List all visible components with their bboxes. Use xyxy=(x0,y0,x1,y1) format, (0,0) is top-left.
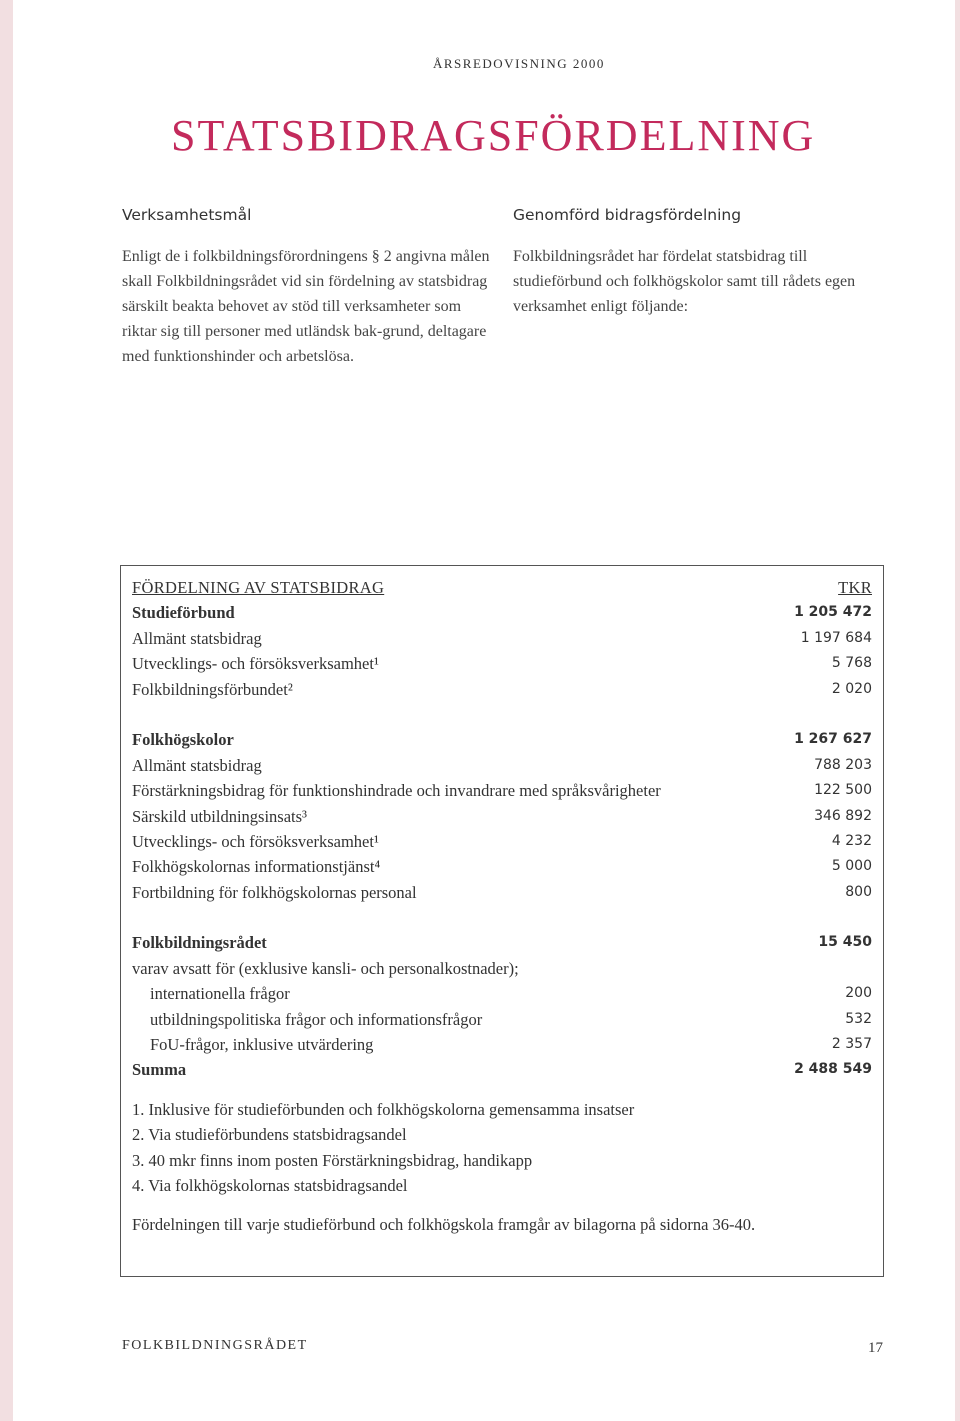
page xyxy=(13,0,955,1421)
row-value: 5 000 xyxy=(831,858,872,875)
row-value: 200 xyxy=(845,985,872,1002)
group-row-folkbildningsradet xyxy=(132,930,872,955)
row-label: Förstärkningsbidrag för funktionshindrade och invandrare med språksvårigheter xyxy=(132,781,661,801)
footnote: 3. 40 mkr finns inom posten Förstärkningsbidrag, handikapp xyxy=(132,1150,533,1170)
row-value: 1 197 684 xyxy=(800,629,872,646)
row-label: Allmänt statsbidrag xyxy=(132,755,262,775)
table-row xyxy=(132,981,872,1006)
footnote: 4. Via folkhögskolornas statsbidragsandel xyxy=(132,1175,408,1195)
allocation-table xyxy=(120,565,884,1277)
table-row xyxy=(132,880,872,905)
row-label: utbildningspolitiska frågor och informationsfrågor xyxy=(150,1009,483,1029)
goals-heading: Verksamhetsmål xyxy=(122,206,252,224)
row-label: Särskild utbildningsinsats³ xyxy=(132,806,307,826)
footnote: 2. Via studieförbundens statsbidragsandel xyxy=(132,1125,407,1145)
table-row xyxy=(132,1007,872,1032)
table-row xyxy=(132,804,872,829)
goals-section xyxy=(122,206,497,369)
row-label: varav avsatt för (exklusive kansli- och personalkostnader); xyxy=(132,958,519,978)
table-title: FÖRDELNING AV STATSBIDRAG xyxy=(132,578,385,597)
table-row xyxy=(132,626,872,651)
group-value: 15 450 xyxy=(818,934,872,951)
row-label: Fortbildning för folkhögskolornas personal xyxy=(132,882,417,902)
group-row-studieforbund xyxy=(132,600,872,625)
row-label: Folkhögskolornas informationstjänst⁴ xyxy=(132,857,381,877)
row-label: Utvecklings- och försöksverksamhet¹ xyxy=(132,831,379,851)
table-row xyxy=(132,677,872,702)
table-note-row xyxy=(132,956,872,981)
row-value: 5 768 xyxy=(831,655,872,672)
group-label: Folkbildningsrådet xyxy=(132,933,267,953)
total-label: Summa xyxy=(132,1060,187,1080)
row-value: 2 020 xyxy=(831,680,872,697)
table-header xyxy=(132,575,872,600)
table-row xyxy=(132,651,872,676)
row-label: Allmänt statsbidrag xyxy=(132,628,262,648)
total-row xyxy=(132,1057,872,1082)
footnote: 1. Inklusive för studieförbunden och folkhögskolorna gemensamma insatser xyxy=(132,1099,635,1119)
table-unit: TKR xyxy=(838,578,872,597)
row-label: FoU-frågor, inklusive utvärdering xyxy=(150,1035,374,1055)
table-row xyxy=(132,753,872,778)
row-value: 346 892 xyxy=(814,807,872,824)
row-label: Utvecklings- och försöksverksamhet¹ xyxy=(132,654,379,674)
footnotes xyxy=(132,1097,872,1199)
goals-text: Enligt de i folkbildningsförordningens § 2 angivna målen skall Folkbildningsrådet vid sin fördelning av statsbidrag särskilt beakta behovet av stöd till verksamheter som riktar sig till personer med utländsk bak-grund, deltagare med funktionshinder och arbetslösa. xyxy=(122,248,490,365)
table-row xyxy=(132,829,872,854)
group-label: Studieförbund xyxy=(132,603,235,623)
row-value: 532 xyxy=(845,1010,872,1027)
distribution-heading: Genomförd bidragsfördelning xyxy=(513,206,742,224)
group-value: 1 205 472 xyxy=(794,604,872,621)
page-title: STATSBIDRAGSFÖRDELNING xyxy=(171,111,816,160)
closing-note: Fördelningen till varje studieförbund och folkhögskola framgår av bilagorna på sidorna 36-40. xyxy=(132,1215,756,1235)
row-value: 788 203 xyxy=(814,756,872,773)
row-label: Folkbildningsförbundet² xyxy=(132,679,293,699)
group-row-folkhogskolor xyxy=(132,727,872,752)
report-header: ÅRSREDOVISNING 2000 xyxy=(433,56,605,71)
table-row xyxy=(132,778,872,803)
row-value: 4 232 xyxy=(831,832,872,849)
table-row xyxy=(132,1032,872,1057)
row-value: 2 357 xyxy=(831,1036,872,1053)
footer-organization: FOLKBILDNINGSRÅDET xyxy=(122,1338,308,1353)
row-value: 122 500 xyxy=(814,782,872,799)
row-label: internationella frågor xyxy=(150,984,290,1004)
page-number: 17 xyxy=(868,1340,883,1356)
distribution-section xyxy=(513,206,893,319)
group-value: 1 267 627 xyxy=(794,731,872,748)
distribution-text: Folkbildningsrådet har fördelat statsbidrag till studieförbund och folkhögskolor samt till rådets egen verksamhet enligt följande: xyxy=(513,248,856,315)
row-value: 800 xyxy=(845,883,872,900)
group-label: Folkhögskolor xyxy=(132,730,234,750)
total-value: 2 488 549 xyxy=(794,1061,872,1078)
table-row xyxy=(132,854,872,879)
